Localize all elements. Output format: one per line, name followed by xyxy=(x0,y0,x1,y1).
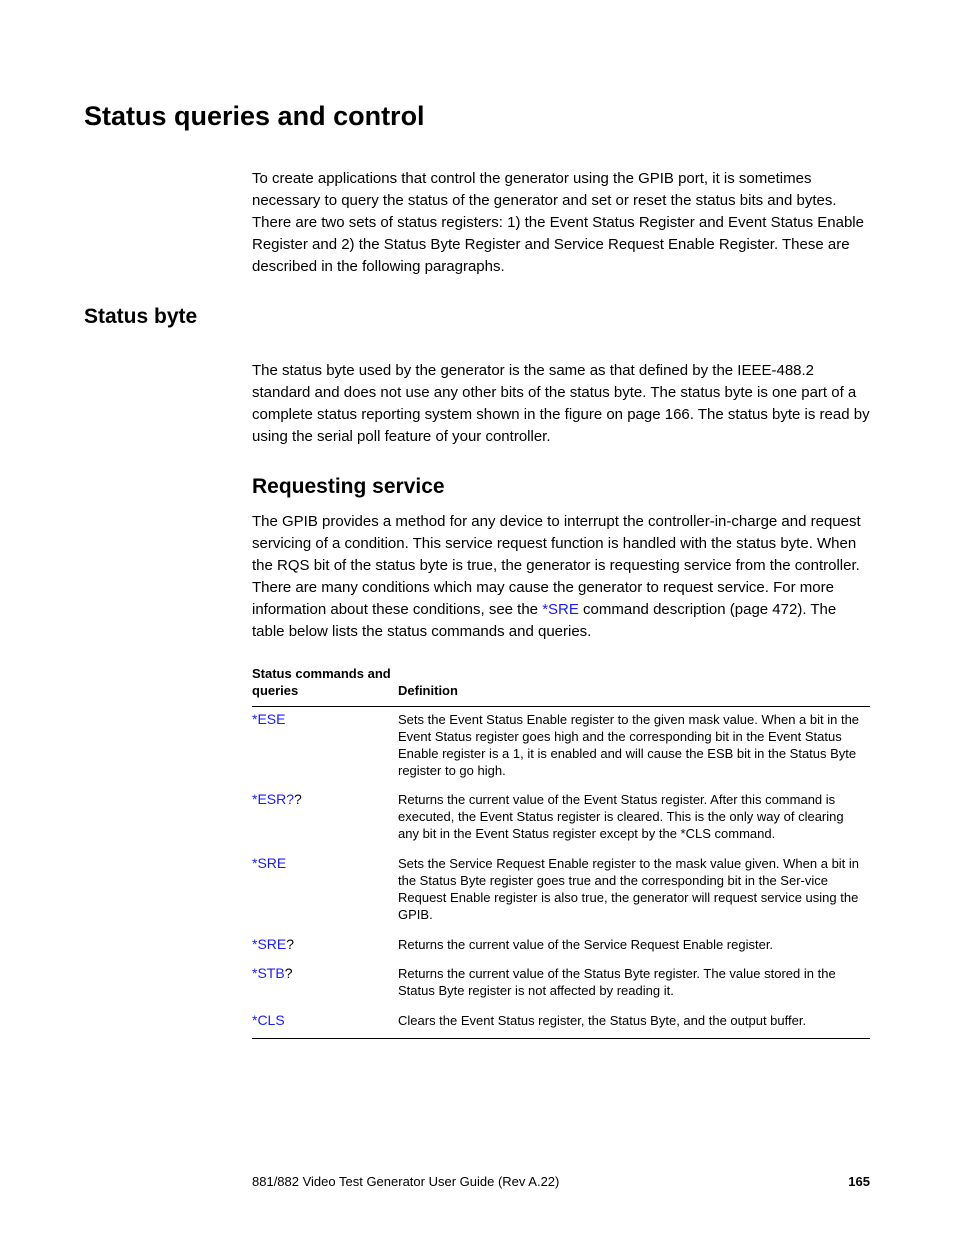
paragraph-text: The GPIB provides a method for any device to interrupt the controller-in-charge and request servicing of a condition. This service request function is handled with the status byte. When the RQS bit of the status byte is true, the generator is requesting service from the controller. There are many conditions which may cause the generator to request service. For more information about these conditions, see the xyxy=(252,513,861,618)
page-number: 165 xyxy=(848,1174,870,1189)
status-byte-paragraph: The status byte used by the generator is the same as that defined by the IEEE-488.2 standard and does not use any other bits of the status byte. The status byte is one part of a complete status reporting system shown in the figure on page 166. The status byte is read by using the serial poll feature of your controller. xyxy=(252,362,870,445)
table-row xyxy=(252,1012,870,1029)
header-definition: Definition xyxy=(398,683,458,698)
table-row xyxy=(252,936,870,953)
command-link[interactable]: *SRE xyxy=(252,936,287,952)
table-bottom-rule xyxy=(252,1038,870,1039)
header-status-commands: Status commands and queries xyxy=(252,666,391,698)
command-cell xyxy=(252,1012,285,1029)
command-link[interactable]: *ESR? xyxy=(252,791,295,807)
section-heading-status-byte: Status byte xyxy=(84,305,198,328)
command-link[interactable]: *SRE xyxy=(252,855,287,871)
intro-paragraph: To create applications that control the generator using the GPIB port, it is sometimes necessary to query the status of the generator and set or reset the status bits and bytes. There are two sets of status registers: 1) the Event Status Register and Event Status Enable Register and 2) the Status Byte Register and Service Request Enable Register. These are described in the following paragraphs. xyxy=(252,170,864,275)
paragraph-text: command description (page 472). The table below lists the status commands and queries. xyxy=(252,601,837,640)
section-heading-requesting-service: Requesting service xyxy=(252,475,445,498)
page-title: Status queries and control xyxy=(84,101,425,131)
footer-guide-title: 881/882 Video Test Generator User Guide (Rev A.22) xyxy=(252,1174,560,1189)
command-cell xyxy=(252,855,286,872)
definition-cell: Sets the Event Status Enable register to the given mask value. When a bit in the Event Status register goes high and the corresponding bit in the Event Status Enable register is a 1, it is enabled and will cause the ESB bit in the Status Byte register to go high. xyxy=(398,712,860,778)
table-header xyxy=(252,665,870,707)
table-row xyxy=(252,791,870,842)
table-row xyxy=(252,855,870,923)
command-cell xyxy=(252,711,285,728)
definition-cell: Returns the current value of the Service Request Enable register. xyxy=(398,937,774,952)
definition-cell: Returns the current value of the Event Status register. After this command is executed, the Event Status register is cleared. This is the only way of clearing any bit in the Event Status register except by the *CLS command. xyxy=(398,792,844,841)
command-suffix: ? xyxy=(294,791,302,807)
requesting-service-paragraph xyxy=(252,511,872,643)
command-suffix: ? xyxy=(284,965,293,981)
definition-cell: Clears the Event Status register, the Status Byte, and the output buffer. xyxy=(398,1013,807,1028)
table-row xyxy=(252,711,870,779)
definition-cell: Sets the Service Request Enable register to the mask value given. When a bit in the Status Byte register goes true and the corresponding bit in the Ser-vice Request Enable register is also true, the generator will request service using the GPIB. xyxy=(398,856,860,922)
command-cell xyxy=(252,936,294,953)
command-cell xyxy=(252,791,302,808)
status-commands-table xyxy=(252,665,870,1039)
table-row xyxy=(252,965,870,999)
command-link[interactable]: *ESE xyxy=(252,711,286,727)
command-link[interactable]: *CLS xyxy=(252,1012,285,1028)
sre-link[interactable]: *SRE xyxy=(542,601,579,618)
command-link[interactable]: *STB xyxy=(252,965,285,981)
command-cell xyxy=(252,965,292,982)
definition-cell: Returns the current value of the Status Byte register. The value stored in the Status Byte register is not affected by reading it. xyxy=(398,966,836,998)
command-suffix: ? xyxy=(286,936,295,952)
